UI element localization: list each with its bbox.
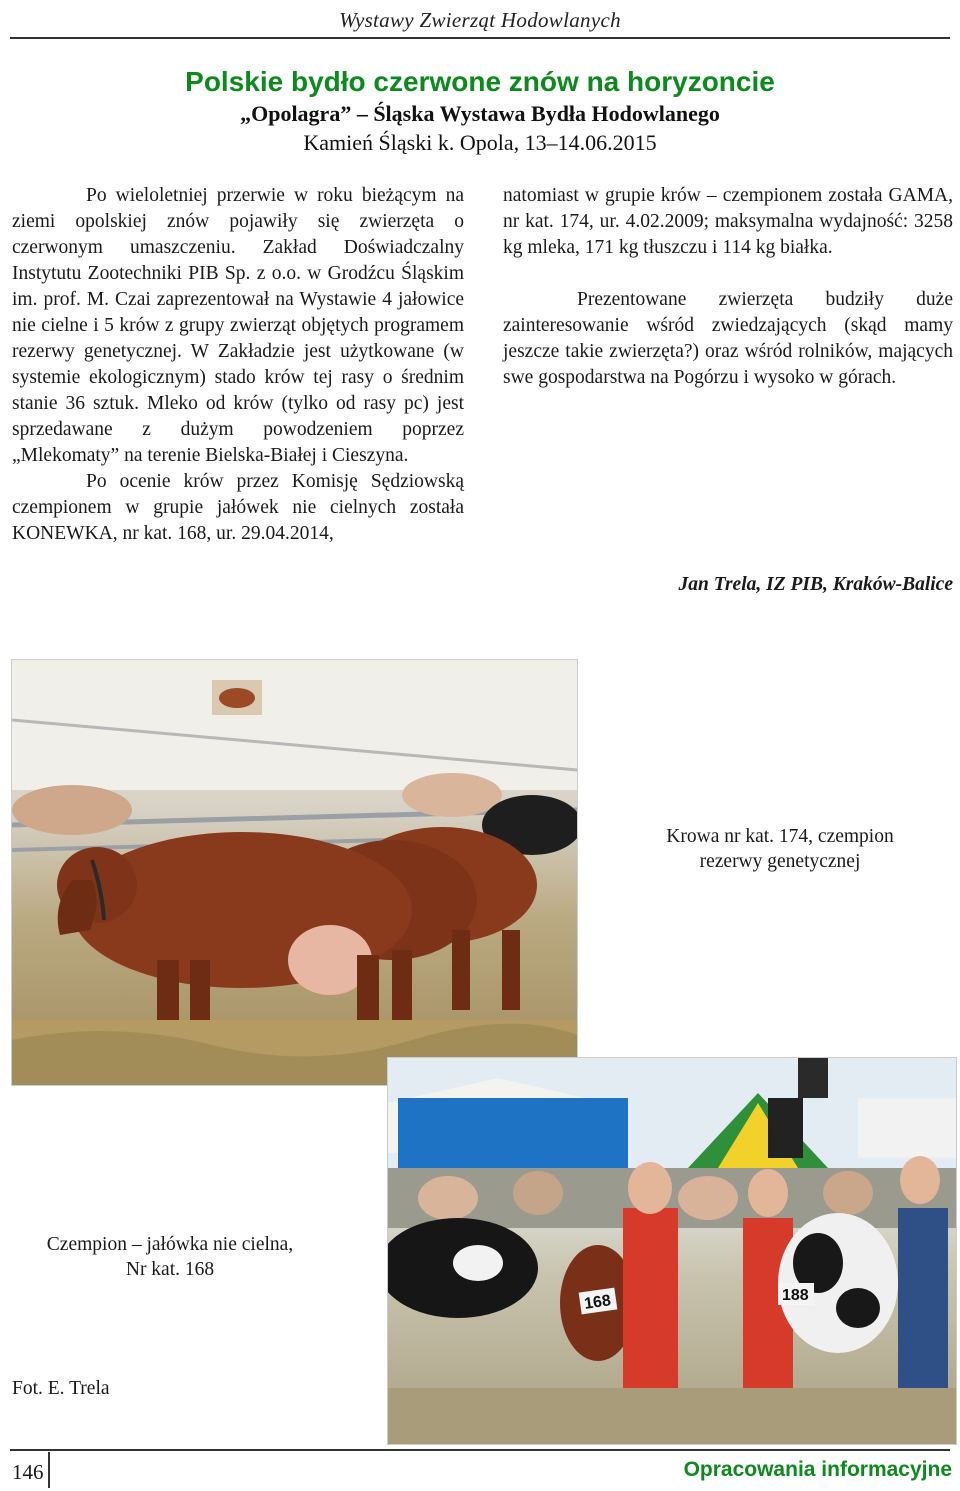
event-name: „Opolagra” – Śląska Wystawa Bydła Hodowlanego: [240, 101, 720, 126]
header-rule: [10, 37, 950, 39]
event-place-date: Kamień Śląski k. Opola, 13–14.06.2015: [303, 130, 657, 155]
running-header: [0, 6, 960, 40]
caption-line: Nr kat. 168: [125, 1259, 215, 1280]
paragraph: Po wieloletniej przerwie w roku bieżącym na ziemi opolskiej znów pojawiły się zwierzęta o czerwonym umaszczeniu. Zakład Doświadczalny Instytutu Zootechniki PIB Sp. z o.o. w Grodźcu Śląskim im. prof. M. Czai zaprezentował na Wystawie 4 jałowice nie cielne i 5 krów z grupy zwierząt objętych programem rezerwy genetycznej. W Zakładzie jest użytkowane (w systemie ekologicznym) stado krów tej rasy o średnim stanie 36 sztuk. Mleko od krów (tylko od rasy pc) jest sprzedawane z dużym powodzeniem poprzez „Mlekomaty” na terenie Bielska-Białej i Cieszyna.: [12, 185, 464, 466]
page-number: 146: [12, 1460, 44, 1484]
paragraph: natomiast w grupie krów – czempionem została GAMA, nr kat. 174, ur. 4.02.2009; maksymalna wydajność: 3258 kg mleka, 171 kg tłuszczu i 114 kg białka.: [503, 185, 953, 258]
caption-line: Krowa nr kat. 174, czempion: [666, 826, 894, 847]
caption-line: rezerwy genetycznej: [699, 851, 861, 872]
footer-rule: [10, 1449, 950, 1451]
show-ring-illustration: [388, 1058, 956, 1444]
section-name: Opracowania informacyjne: [683, 1458, 952, 1481]
caption-heifer: [30, 1232, 310, 1282]
journal-title: Wystawy Zwierząt Hodowlanych: [339, 8, 621, 32]
article-title-block: [0, 64, 960, 158]
photo-cows-in-barn: [12, 660, 577, 1085]
paragraph: Prezentowane zwierzęta budziły duże zainteresowanie wśród zwiedzających (skąd mamy jeszcze takie zwierzęta?) oraz wśród rolników, mających swe gospodarstwa na Pogórzu i wysoko w górach.: [503, 289, 953, 388]
caption-cow: [620, 824, 940, 874]
body-column-right: [503, 183, 953, 391]
article-title: Polskie bydło czerwone znów na horyzoncie: [185, 66, 775, 97]
caption-line: Czempion – jałówka nie cielna,: [46, 1234, 294, 1255]
photo-credit: Fot. E. Trela: [12, 1378, 110, 1399]
body-column-left: [12, 183, 464, 547]
author-signature: Jan Trela, IZ PIB, Kraków-Balice: [678, 574, 953, 595]
photo-show-ring: [388, 1058, 956, 1444]
ear-tag-168: 168: [583, 1292, 612, 1313]
paragraph: Po ocenie krów przez Komisję Sędziowską czempionem w grupie jałówek nie cielnych została KONEWKA, nr kat. 168, ur. 29.04.2014,: [12, 471, 464, 544]
cows-illustration: [12, 660, 577, 1085]
ear-tag-188: 188: [782, 1287, 809, 1304]
